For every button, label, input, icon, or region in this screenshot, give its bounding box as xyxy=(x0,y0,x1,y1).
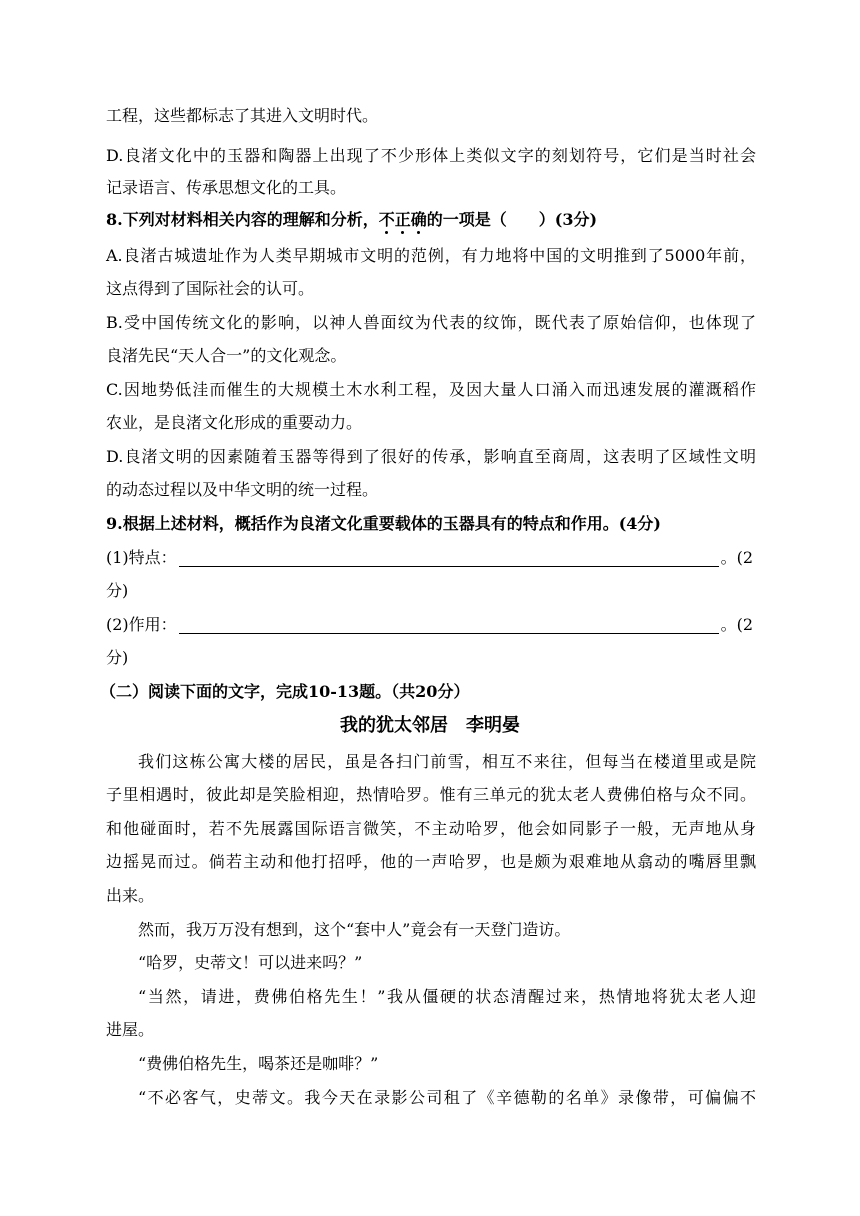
story-paragraph: 和他碰面时，若不先展露国际语言微笑，不主动哈罗，他会如同影子一般，无声地从身 xyxy=(106,819,756,838)
section-heading: （二）阅读下面的文字，完成10-13题。（共20分） xyxy=(100,682,470,701)
emphasis-char: 正 xyxy=(394,210,411,229)
story-dialogue: 进屋。 xyxy=(106,1020,155,1039)
story-dialogue: “费佛伯格先生，喝茶还是咖啡？” xyxy=(138,1054,379,1073)
option-8c-line-1: C.因地势低洼而催生的大规模土木水利工程，及因大量人口涌入而迅速发展的灌溉稻作 xyxy=(106,380,756,399)
answer-9-2: (2)作用： 。(2 xyxy=(106,615,754,634)
option-8c-line-2: 农业，是良渚文化形成的重要动力。 xyxy=(106,413,363,432)
story-paragraph: 出来。 xyxy=(106,886,155,905)
answer-9-2-wrap: 分) xyxy=(106,648,129,667)
option-7d-line-1: D.良渚文化中的玉器和陶器上出现了不少形体上类似文字的刻划符号，它们是当时社会 xyxy=(106,146,756,165)
option-8d-line-1: D.良渚文明的因素随着玉器等得到了很好的传承，影响直至商周，这表明了区域性文明 xyxy=(106,447,756,466)
question-8: 8.下列对材料相关内容的理解和分析，不正确的一项是（ ）(3分) xyxy=(106,210,598,229)
story-title: 我的犹太邻居 李明晏 xyxy=(340,715,520,736)
text-line: 工程，这些都标志了其进入文明时代。 xyxy=(106,106,379,125)
answer-9-1-wrap: 分) xyxy=(106,581,129,600)
option-8b-line-2: 良渚先民“天人合一”的文化观念。 xyxy=(106,346,347,365)
option-8b-line-1: B.受中国传统文化的影响，以神人兽面纹为代表的纹饰，既代表了原始信仰，也体现了 xyxy=(106,313,756,332)
emphasis-char: 确 xyxy=(410,210,427,229)
answer-blank[interactable] xyxy=(179,615,719,634)
answer-blank[interactable] xyxy=(179,548,719,567)
option-8d-line-2: 的动态过程以及中华文明的统一过程。 xyxy=(106,480,379,499)
story-dialogue: “当然，请进，费佛伯格先生！”我从僵硬的状态清醒过来，热情地将犹太老人迎 xyxy=(138,987,756,1006)
story-dialogue: “不必客气，史蒂文。我今天在录影公司租了《辛德勒的名单》录像带，可偏偏不 xyxy=(138,1088,756,1107)
option-8a-line-1: A.良渚古城遗址作为人类早期城市文明的范例，有力地将中国的文明推到了5000年前， xyxy=(106,246,756,265)
story-paragraph: 子里相遇时，彼此却是笑脸相迎，热情哈罗。惟有三单元的犹太老人费佛伯格与众不同。 xyxy=(106,785,756,804)
emphasis-char: 不 xyxy=(378,210,395,229)
option-8a-line-2: 这点得到了国际社会的认可。 xyxy=(106,279,315,298)
story-paragraph: 我们这栋公寓大楼的居民，虽是各扫门前雪，相互不来往，但每当在楼道里或是院 xyxy=(138,752,756,771)
story-paragraph: 然而，我万万没有想到，这个“套中人”竟会有一天登门造访。 xyxy=(138,920,571,939)
question-9: 9.根据上述材料，概括作为良渚文化重要载体的玉器具有的特点和作用。(4分) xyxy=(106,514,661,533)
story-paragraph: 边摇晃而过。倘若主动和他打招呼，他的一声哈罗，也是颇为艰难地从翕动的嘴唇里飘 xyxy=(106,852,756,871)
option-7d-line-2: 记录语言、传承思想文化的工具。 xyxy=(106,178,347,197)
answer-9-1: (1)特点： 。(2 xyxy=(106,548,754,567)
story-dialogue: “哈罗，史蒂文！可以进来吗？” xyxy=(138,953,363,972)
